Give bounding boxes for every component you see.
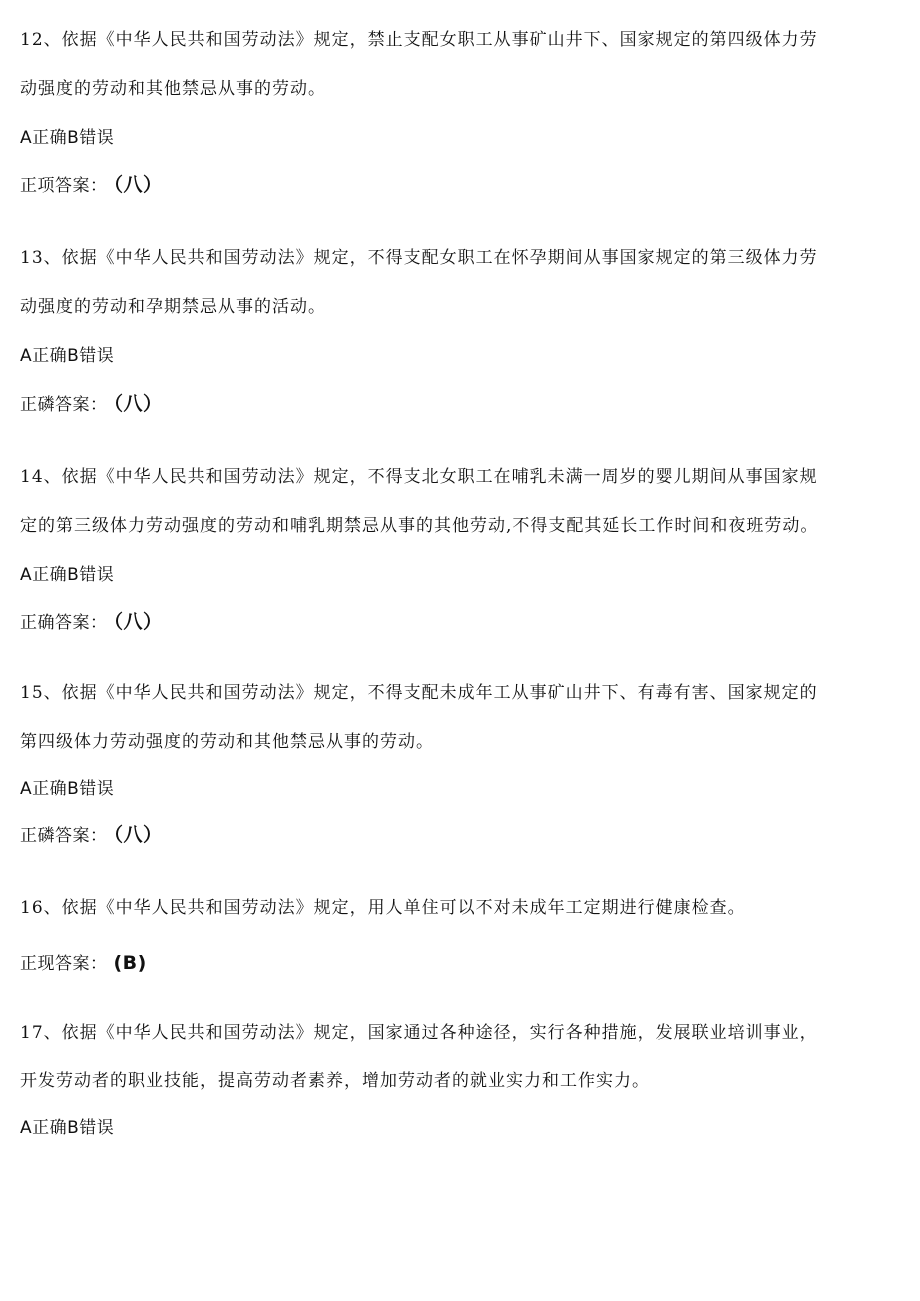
answer-label: 正项答案： (20, 176, 108, 196)
question-13-answer (20, 392, 163, 417)
question-16-answer (20, 951, 147, 976)
question-16-line-1: 16、依据《中华人民共和国劳动法》规定，用人单住可以不对未成年工定期进行健康检查。 (20, 898, 746, 918)
answer-value: (B) (113, 952, 147, 974)
question-12-options: A正确B错误 (20, 128, 115, 148)
answer-label: 正确答案： (20, 613, 108, 633)
question-13-line-2: 动强度的劳动和孕期禁忌从事的活动。 (20, 297, 326, 317)
answer-value: （八） (113, 611, 163, 633)
question-17-options: A正确B错误 (20, 1118, 115, 1138)
question-15-options: A正确B错误 (20, 779, 115, 799)
question-12-line-1: 12、依据《中华人民共和国劳动法》规定，禁止支配女职工从事矿山井下、国家规定的第四级体力劳 (20, 30, 818, 50)
question-17-line-2: 开发劳动者的职业技能，提高劳动者素养，增加劳动者的就业实力和工作实力。 (20, 1071, 650, 1091)
question-17-line-1: 17、依据《中华人民共和国劳动法》规定，国家通过各种途径，实行各种措施，发展联业培训事业， (20, 1023, 818, 1043)
question-15-line-2: 第四级体力劳动强度的劳动和其他禁忌从事的劳动。 (20, 732, 434, 752)
answer-label: 正现答案： (20, 954, 108, 974)
question-15-line-1: 15、依据《中华人民共和国劳动法》规定，不得支配未成年工从事矿山井下、有毒有害、国家规定的 (20, 683, 818, 703)
answer-value: （八） (113, 393, 163, 415)
question-14-options: A正确B错误 (20, 565, 115, 585)
question-14-line-1: 14、依据《中华人民共和国劳动法》规定，不得支北女职工在哺乳未满一周岁的婴儿期间从事国家规 (20, 467, 818, 487)
question-12-line-2: 动强度的劳动和其他禁忌从事的劳动。 (20, 79, 326, 99)
question-13-options: A正确B错误 (20, 346, 115, 366)
question-14-answer (20, 610, 163, 635)
question-15-answer (20, 823, 163, 848)
answer-label: 正磷答案： (20, 826, 108, 846)
question-14-line-2: 定的第三级体力劳动强度的劳动和哺乳期禁忌从事的其他劳动,不得支配其延长工作时间和夜班劳动。 (20, 516, 819, 536)
answer-value: （八） (113, 824, 163, 846)
question-13-line-1: 13、依据《中华人民共和国劳动法》规定，不得支配女职工在怀孕期间从事国家规定的第三级体力劳 (20, 248, 818, 268)
question-12-answer (20, 173, 163, 198)
answer-label: 正磷答案： (20, 395, 108, 415)
answer-value: （八） (113, 174, 163, 196)
